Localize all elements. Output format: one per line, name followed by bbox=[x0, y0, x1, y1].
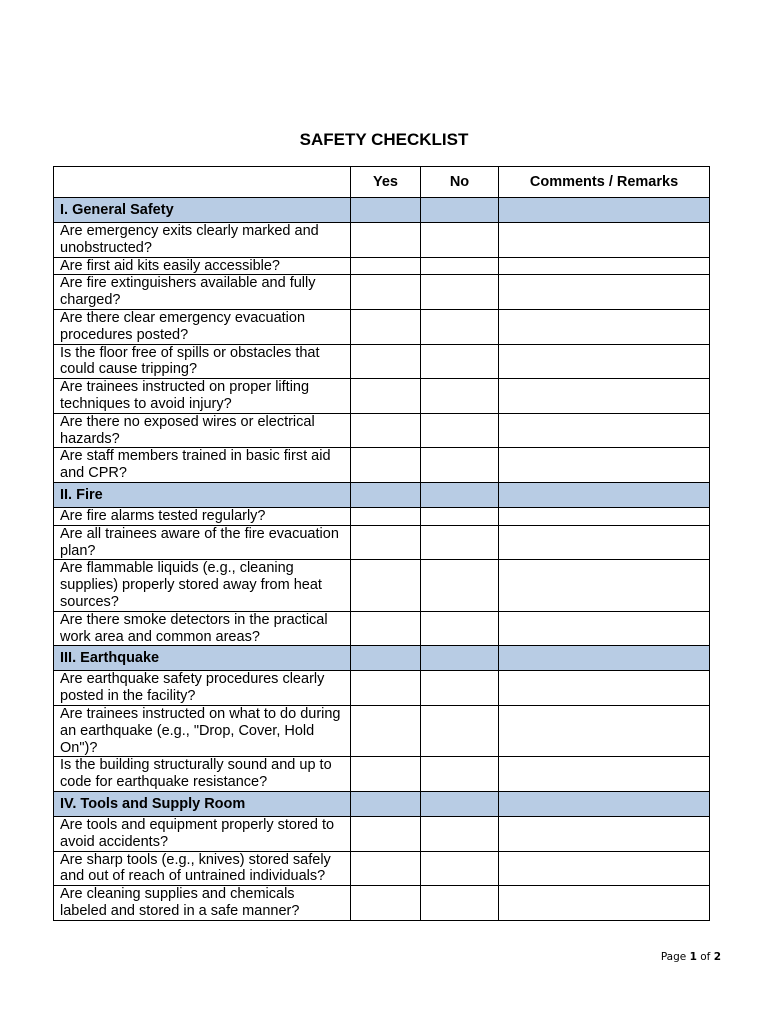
header-yes: Yes bbox=[351, 167, 421, 198]
question-cell: Are fire extinguishers available and fully charged? bbox=[54, 275, 351, 310]
yes-cell[interactable] bbox=[351, 413, 421, 448]
remarks-cell[interactable] bbox=[499, 705, 710, 756]
question-cell: Are there smoke detectors in the practical work area and common areas? bbox=[54, 611, 351, 646]
no-cell[interactable] bbox=[421, 705, 499, 756]
yes-cell[interactable] bbox=[351, 309, 421, 344]
section-no-cell bbox=[421, 198, 499, 223]
section-row bbox=[54, 198, 710, 223]
no-cell[interactable] bbox=[421, 671, 499, 706]
question-cell: Are fire alarms tested regularly? bbox=[54, 507, 351, 525]
remarks-cell[interactable] bbox=[499, 413, 710, 448]
section-title: I. General Safety bbox=[54, 198, 351, 223]
section-title: II. Fire bbox=[54, 482, 351, 507]
remarks-cell[interactable] bbox=[499, 757, 710, 792]
no-cell[interactable] bbox=[421, 886, 499, 921]
section-row bbox=[54, 482, 710, 507]
yes-cell[interactable] bbox=[351, 525, 421, 560]
table-row bbox=[54, 309, 710, 344]
yes-cell[interactable] bbox=[351, 275, 421, 310]
table-row bbox=[54, 757, 710, 792]
remarks-cell[interactable] bbox=[499, 886, 710, 921]
question-cell: Are sharp tools (e.g., knives) stored safely and out of reach of untrained individuals? bbox=[54, 851, 351, 886]
table-row bbox=[54, 671, 710, 706]
question-cell: Is the floor free of spills or obstacles that could cause tripping? bbox=[54, 344, 351, 379]
yes-cell[interactable] bbox=[351, 507, 421, 525]
yes-cell[interactable] bbox=[351, 560, 421, 611]
no-cell[interactable] bbox=[421, 448, 499, 483]
table-row bbox=[54, 379, 710, 414]
question-cell: Is the building structurally sound and up to code for earthquake resistance? bbox=[54, 757, 351, 792]
page-total: 2 bbox=[713, 951, 721, 963]
yes-cell[interactable] bbox=[351, 851, 421, 886]
remarks-cell[interactable] bbox=[499, 223, 710, 258]
remarks-cell[interactable] bbox=[499, 671, 710, 706]
table-row bbox=[54, 344, 710, 379]
no-cell[interactable] bbox=[421, 851, 499, 886]
section-title: III. Earthquake bbox=[54, 646, 351, 671]
table-row bbox=[54, 705, 710, 756]
section-remarks-cell bbox=[499, 198, 710, 223]
table-row bbox=[54, 851, 710, 886]
yes-cell[interactable] bbox=[351, 257, 421, 275]
table-row bbox=[54, 816, 710, 851]
no-cell[interactable] bbox=[421, 309, 499, 344]
yes-cell[interactable] bbox=[351, 344, 421, 379]
page-prefix: Page bbox=[660, 951, 690, 963]
page-of: of bbox=[696, 951, 714, 963]
checklist-body bbox=[54, 198, 710, 921]
section-remarks-cell bbox=[499, 482, 710, 507]
remarks-cell[interactable] bbox=[499, 560, 710, 611]
no-cell[interactable] bbox=[421, 413, 499, 448]
section-remarks-cell bbox=[499, 646, 710, 671]
table-row bbox=[54, 257, 710, 275]
remarks-cell[interactable] bbox=[499, 507, 710, 525]
remarks-cell[interactable] bbox=[499, 309, 710, 344]
header-remarks: Comments / Remarks bbox=[499, 167, 710, 198]
no-cell[interactable] bbox=[421, 507, 499, 525]
remarks-cell[interactable] bbox=[499, 257, 710, 275]
yes-cell[interactable] bbox=[351, 611, 421, 646]
question-cell: Are trainees instructed on what to do during an earthquake (e.g., "Drop, Cover, Hold On")? bbox=[54, 705, 351, 756]
section-yes-cell bbox=[351, 646, 421, 671]
remarks-cell[interactable] bbox=[499, 611, 710, 646]
question-cell: Are there clear emergency evacuation procedures posted? bbox=[54, 309, 351, 344]
no-cell[interactable] bbox=[421, 257, 499, 275]
question-cell: Are tools and equipment properly stored to avoid accidents? bbox=[54, 816, 351, 851]
no-cell[interactable] bbox=[421, 560, 499, 611]
section-no-cell bbox=[421, 482, 499, 507]
remarks-cell[interactable] bbox=[499, 275, 710, 310]
section-yes-cell bbox=[351, 198, 421, 223]
remarks-cell[interactable] bbox=[499, 379, 710, 414]
table-row bbox=[54, 525, 710, 560]
table-row bbox=[54, 886, 710, 921]
table-row bbox=[54, 223, 710, 258]
table-row bbox=[54, 275, 710, 310]
no-cell[interactable] bbox=[421, 611, 499, 646]
no-cell[interactable] bbox=[421, 275, 499, 310]
header-question bbox=[54, 167, 351, 198]
question-cell: Are staff members trained in basic first aid and CPR? bbox=[54, 448, 351, 483]
section-no-cell bbox=[421, 646, 499, 671]
page-title: SAFETY CHECKLIST bbox=[299, 130, 469, 149]
table-row bbox=[54, 611, 710, 646]
page-number bbox=[661, 951, 721, 963]
section-row bbox=[54, 646, 710, 671]
yes-cell[interactable] bbox=[351, 757, 421, 792]
section-yes-cell bbox=[351, 791, 421, 816]
question-cell: Are flammable liquids (e.g., cleaning supplies) properly stored away from heat sources? bbox=[54, 560, 351, 611]
remarks-cell[interactable] bbox=[499, 344, 710, 379]
no-cell[interactable] bbox=[421, 223, 499, 258]
yes-cell[interactable] bbox=[351, 448, 421, 483]
question-cell: Are cleaning supplies and chemicals labeled and stored in a safe manner? bbox=[54, 886, 351, 921]
table-row bbox=[54, 560, 710, 611]
header-row bbox=[54, 167, 710, 198]
remarks-cell[interactable] bbox=[499, 816, 710, 851]
remarks-cell[interactable] bbox=[499, 525, 710, 560]
no-cell[interactable] bbox=[421, 757, 499, 792]
question-cell: Are emergency exits clearly marked and unobstructed? bbox=[54, 223, 351, 258]
question-cell: Are first aid kits easily accessible? bbox=[54, 257, 351, 275]
question-cell: Are trainees instructed on proper lifting techniques to avoid injury? bbox=[54, 379, 351, 414]
section-remarks-cell bbox=[499, 791, 710, 816]
yes-cell[interactable] bbox=[351, 671, 421, 706]
yes-cell[interactable] bbox=[351, 886, 421, 921]
yes-cell[interactable] bbox=[351, 379, 421, 414]
question-cell: Are there no exposed wires or electrical hazards? bbox=[54, 413, 351, 448]
table-row bbox=[54, 448, 710, 483]
page-current: 1 bbox=[689, 951, 697, 963]
safety-checklist-table bbox=[53, 166, 710, 921]
header-no: No bbox=[421, 167, 499, 198]
no-cell[interactable] bbox=[421, 344, 499, 379]
question-cell: Are earthquake safety procedures clearly posted in the facility? bbox=[54, 671, 351, 706]
section-yes-cell bbox=[351, 482, 421, 507]
section-no-cell bbox=[421, 791, 499, 816]
yes-cell[interactable] bbox=[351, 816, 421, 851]
yes-cell[interactable] bbox=[351, 223, 421, 258]
remarks-cell[interactable] bbox=[499, 851, 710, 886]
no-cell[interactable] bbox=[421, 525, 499, 560]
question-cell: Are all trainees aware of the fire evacuation plan? bbox=[54, 525, 351, 560]
table-row bbox=[54, 507, 710, 525]
table-row bbox=[54, 413, 710, 448]
section-title: IV. Tools and Supply Room bbox=[54, 791, 351, 816]
no-cell[interactable] bbox=[421, 379, 499, 414]
remarks-cell[interactable] bbox=[499, 448, 710, 483]
section-row bbox=[54, 791, 710, 816]
yes-cell[interactable] bbox=[351, 705, 421, 756]
no-cell[interactable] bbox=[421, 816, 499, 851]
